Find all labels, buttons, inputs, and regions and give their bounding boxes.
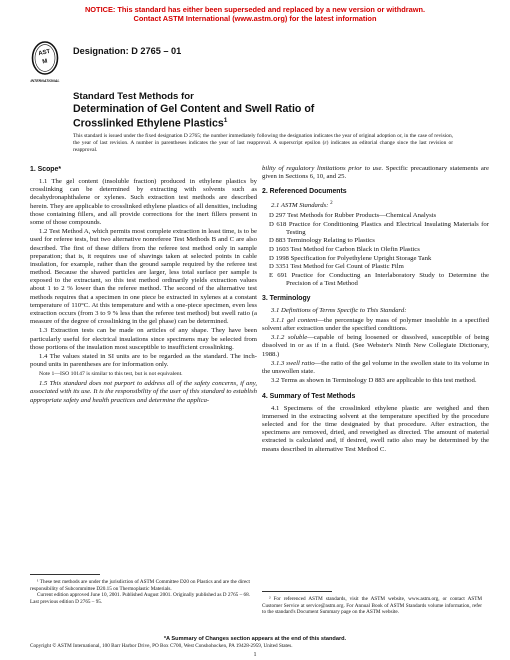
- copyright: Copyright © ASTM International, 100 Barr Harbor Drive, PO Box C700, West Conshohocken, PA 19428-2959, United States.: [30, 643, 293, 649]
- reference-item: D 618 Practice for Conditioning Plastics and Electrical Insulating Materials for Testing: [269, 220, 489, 236]
- svg-text:INTERNATIONAL: INTERNATIONAL: [30, 79, 60, 83]
- preface-note: This standard is issued under the fixed designation D 2765; the number immediately following the designation indicates the year of original adoption or, in the case of revision, the year of last revision. A number in parentheses indicates the year of last reapproval. A superscript epsilon (ε) indicates an editorial change since the last revision or reapproval.: [73, 133, 453, 153]
- footnote-2-text: ² For referenced ASTM standards, visit the ASTM website, www.astm.org, or contact ASTM Customer Service at service@astm.org. For Annual Book of ASTM Standards volume information, refer to the standard's Document Summary page on the ASTM website.: [262, 596, 482, 616]
- reference-list: [262, 212, 489, 288]
- document-title: [73, 91, 473, 130]
- designation: Designation: D 2765 – 01: [73, 46, 182, 56]
- paragraph-3-1-3: 3.1.3 swell ratio—the ratio of the gel volume in the swollen state to its volume in the unswollen state.: [262, 359, 489, 376]
- paragraph-3-1-1: 3.1.1 gel content—the percentage by mass of polymer insoluble in a specified solvent after extraction under the specified conditions.: [262, 316, 489, 332]
- paragraph-1-5: 1.5 This standard does not purport to address all of the safety concerns, if any, associated with its use. It is the responsibility of the user of this standard to establish appropriate safety and health practices and determine the applica-: [30, 380, 257, 404]
- notice-line-2: Contact ASTM International (www.astm.org) for the latest information: [133, 14, 377, 23]
- footnote-2: [262, 596, 482, 616]
- reference-item: E 691 Practice for Conducting an Interlaboratory Study to Determine the Precision of a Test Method: [269, 271, 489, 288]
- page-number: 1: [253, 652, 257, 658]
- note-1: Note 1—ISO 10147 is similar to this test, but is not equivalent.: [39, 371, 183, 378]
- svg-text:AST: AST: [37, 48, 51, 58]
- paragraph-1-4: 1.4 The values stated in SI units are to be regarded as the standard. The inch-pound units in parentheses are for information only.: [30, 353, 257, 369]
- footnote-1-a: ¹ These test methods are under the jurisdiction of ASTM Committee D20 on Plastics and are the direct responsibility of Subcommittee D20.15 on Thermoplastic Materials.: [30, 579, 250, 592]
- terminology-heading: 3. Terminology: [262, 295, 311, 303]
- paragraph-3-1: 3.1 Definitions of Terms Specific to This Standard:: [271, 307, 407, 315]
- paragraph-1-1: 1.1 The gel content (insoluble fraction) produced in ethylene plastics by crosslinking can be determined by extracting with solvents such as decahydronaphthalene or xylenes. Such extraction test methods are described herein. They are applicable to crosslinked ethylene plastics of all densities, including those containing fillers, and all provide corrections for the inert fillers present in some of those compounds.: [30, 178, 257, 226]
- reference-item: D 1998 Specification for Polyethylene Upright Storage Tank: [269, 254, 432, 262]
- reference-item: D 3351 Test Method for Gel Count of Plastic Film: [269, 263, 404, 271]
- left-column: [30, 165, 257, 406]
- notice-line-1: NOTICE: This standard has either been superseded and replaced by a new version or withdrawn.: [84, 5, 426, 14]
- paragraph-3-2: 3.2 Terms as shown in Terminology D 883 are applicable to this test method.: [271, 377, 477, 385]
- footnote-1: [30, 579, 250, 605]
- title-footnote-mark: 1: [223, 117, 228, 124]
- reference-item: D 883 Terminology Relating to Plastics: [269, 237, 375, 245]
- scope-heading: 1. Scope*: [30, 166, 62, 173]
- right-column: [262, 165, 489, 455]
- astm-standards-label: 2.1 ASTM Standards: $^2$: [271, 201, 333, 210]
- paragraph-4-1: 4.1 Specimens of the crosslinked ethylene plastic are weighed and then immersed in the extracting solvent at the temperature specified by the procedure selected and for the time designated by that procedure. After extraction, the specimens are removed, dried, and reweighed as directed. The amount of material extracted is calculated and, if desired, swell ratio also may be determined by the means described in alternative Test Method C.: [262, 404, 489, 453]
- astm-logo-icon: [30, 40, 60, 86]
- supersede-notice: [0, 5, 510, 23]
- svg-text:M: M: [41, 58, 49, 66]
- summary-of-changes-note: *A Summary of Changes section appears at the end of this standard.: [163, 636, 347, 642]
- title-line-1: Standard Test Methods for: [73, 91, 194, 102]
- title-line-2: Determination of Gel Content and Swell Ratio of: [73, 103, 315, 115]
- paragraph-3-1-2: 3.1.2 soluble—capable of being loosened or dissolved, susceptible of being dissolved in or as if in a fluid. (See Webster's Ninth New Collegiate Dictionary, 1988.): [262, 334, 489, 358]
- referenced-documents-heading: 2. Referenced Documents: [262, 188, 347, 196]
- reference-item: D 297 Test Methods for Rubber Products—Chemical Analysis: [269, 211, 437, 219]
- title-line-3: Crosslinked Ethylene Plastics$^1$: [73, 117, 228, 130]
- footnote-rule-left: [30, 574, 100, 575]
- paragraph-1-2: 1.2 Test Method A, which permits most complete extraction in least time, is to be used for referee tests, but two alternative nonreferee Test Methods B and C are also described. The first of these differs from the referee test method only in sample preparation; that is, it requires use of shavings taken at selected points in cable insulation, for example, rather than the ground sample required by the referee test method. Because the shaved particles are larger, less total surface per sample is exposed to the extractant, so this test method ordinarily yields extraction values about 1 to 2 % lower than the referee method. The second of the alternative test methods requires that a specimen in one piece be extracted in xylenes at a constant temperature of 110°C. At this temperature and with a one-piece specimen, even less extraction occurs (from 3 to 9 % less than the referee test method) but swell ratio (a measure of the degree of crosslinking in the gel phase) can be determined.: [30, 228, 257, 325]
- reference-item: D 1603 Test Method for Carbon Black in Olefin Plastics: [269, 245, 420, 253]
- paragraph-1-5-continued: bility of regulatory limitations prior to use. Specific precautionary statements are given in Sections 6, 10, and 25.: [262, 165, 489, 181]
- summary-heading: 4. Summary of Test Methods: [262, 392, 356, 400]
- footnote-rule-right: [262, 591, 332, 592]
- paragraph-1-3: 1.3 Extraction tests can be made on articles of any shape. They have been particularly useful for electrical insulations since specimens may be selected from those portions of the insulation most susceptible to insufficient crosslinking.: [30, 327, 257, 351]
- footnote-1-b: Current edition approved June 10, 2001. Published August 2001. Originally published as D 2765 – 68. Last previous edition D 2765 – 95.: [30, 592, 250, 605]
